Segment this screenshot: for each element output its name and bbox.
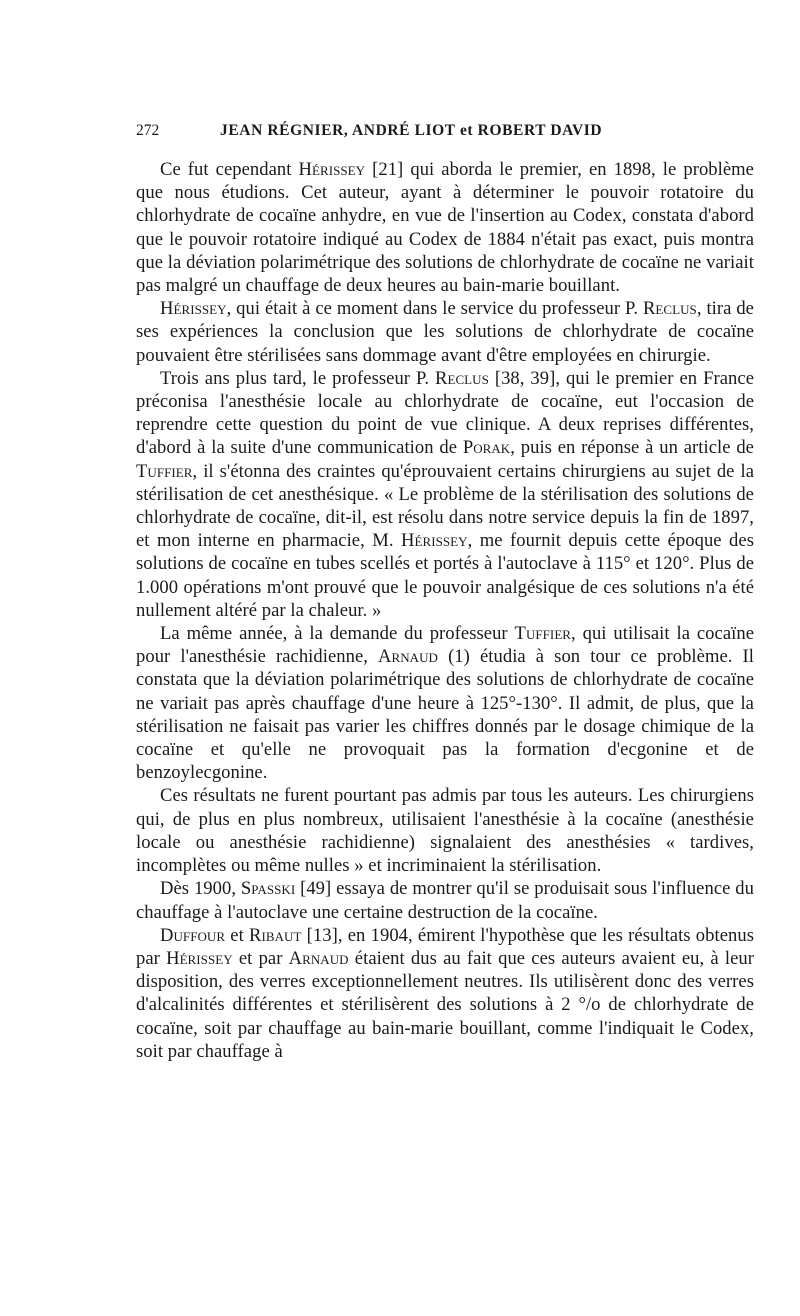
text-run: Trois ans plus tard, le professeur P. [160, 367, 435, 389]
paragraph [136, 297, 754, 367]
author-name: Tuffier [136, 460, 193, 482]
text-run: , qui était à ce moment dans le service du professeur P. [226, 298, 643, 320]
author-name: Arnaud [378, 646, 438, 668]
running-head-title: JEAN RÉGNIER, ANDRÉ LIOT et ROBERT DAVID [220, 122, 603, 139]
text-run: , qui utilisait la cocaïne pour l'anesthésie rachidienne, [136, 623, 754, 668]
body-text [136, 158, 754, 1063]
text-run: et [225, 924, 250, 946]
text-run: , tira de ses expériences la conclusion que les solutions de chlorhydrate de cocaïne pouvaient être stérilisées sans dommage avant d'être employées en chirurgie. [136, 298, 754, 366]
author-name: Hérissey [160, 298, 227, 320]
paragraph [136, 784, 754, 877]
text-run: Ces résultats ne furent pourtant pas admis par tous les auteurs. Les chirurgiens qui, de plus en plus nombreux, utilisaient l'anesthésie à la cocaïne (anesthésie locale ou anesthésie rachidienne) signalaient des anesthésies « tardives, incomplètes ou même nulles » et incriminaient la stérilisation. [136, 785, 754, 877]
page-number: 272 [136, 122, 160, 139]
author-name: Hérissey [401, 530, 468, 552]
text-run: Dès 1900, [160, 878, 241, 900]
paragraph [136, 622, 754, 784]
text-run: [13], en 1904, émirent l'hypothèse que les résultats obtenus par [136, 924, 754, 969]
text-run: et par [232, 947, 289, 969]
text-run: étaient dus au fait que ces auteurs avaient eu, à leur disposition, des verres exceptionnellement neutres. Ils utilisèrent donc des verres d'alcalinités différentes et stérilisèrent des solutions à 2 °/o de chlorhydrate de cocaïne, soit par chauffage au bain-marie bouillant, comme l'indiquait le Codex, soit par chauffage à [136, 947, 754, 1062]
text-run: [38, 39], qui le premier en France préconisa l'anesthésie locale au chlorhydrate de cocaïne, eut l'occasion de reprendre cette question du point de vue clinique. A deux reprises différentes, d'abord à la suite d'une communication de [136, 367, 754, 459]
paragraph [136, 877, 754, 923]
text-run: , puis en réponse à un article de [510, 437, 754, 459]
author-name: Tuffier [514, 623, 572, 645]
text-run: , il s'étonna des craintes qu'éprouvaient certains chirurgiens au sujet de la stérilisation de cet anesthésique. « Le problème de la stérilisation des solutions de chlorhydrate de cocaïne, dit-il, est résolu dans notre service depuis la fin de 1897, et mon interne en pharmacie, M. [136, 460, 754, 552]
text-run: , me fournit depuis cette époque des solutions de cocaïne en tubes scellés et portés à l'autoclave à 115° et 120°. Plus de 1.000 opérations m'ont prouvé que le pouvoir analgésique de ces solutions n'a été nullement altéré par la chaleur. » [136, 530, 754, 621]
text-run: [21] qui aborda le premier, en 1898, le problème que nous étudions. Cet auteur, ayant à déterminer le pouvoir rotatoire du chlorhydrate de cocaïne anhydre, en vue de l'insertion au Codex, constata d'abord que le pouvoir rotatoire indiqué au Codex de 1884 n'était pas exact, puis montra que la déviation polarimétrique des solutions de chlorhydrate de cocaïne ne variait pas malgré un chauffage de deux heures au bain-marie bouillant. [136, 159, 754, 297]
author-name: Ribaut [249, 924, 302, 946]
author-name: Porak [462, 437, 511, 459]
author-name: Reclus [435, 367, 489, 389]
author-name: Arnaud [288, 947, 349, 969]
text-run: (1) étudia à son tour ce problème. Il constata que la déviation polarimétrique des solutions de chlorhydrate de cocaïne ne variait pas après chauffage d'une heure à 125°-130°. Il admit, de plus, que la stérilisation ne faisait pas varier les chiffres donnés par le dosage chimique de la cocaïne et qu'elle ne provoquait pas la formation d'ecgonine et de benzoylecgonine. [136, 646, 755, 784]
author-name: Reclus [642, 298, 697, 320]
author-name: Spasski [240, 878, 296, 900]
paragraph [136, 158, 754, 297]
running-head [136, 122, 754, 146]
text-run: Ce fut cependant [160, 159, 299, 180]
author-name: Hérissey [298, 159, 366, 180]
author-name: Hérissey [166, 947, 233, 969]
text-run: [49] essaya de montrer qu'il se produisait sous l'influence du chauffage à l'autoclave une certaine destruction de la cocaïne. [136, 878, 754, 923]
paragraph [136, 367, 754, 622]
author-name: Duffour [160, 924, 226, 946]
paragraph [136, 924, 754, 1063]
text-run: La même année, à la demande du professeur [160, 623, 515, 645]
